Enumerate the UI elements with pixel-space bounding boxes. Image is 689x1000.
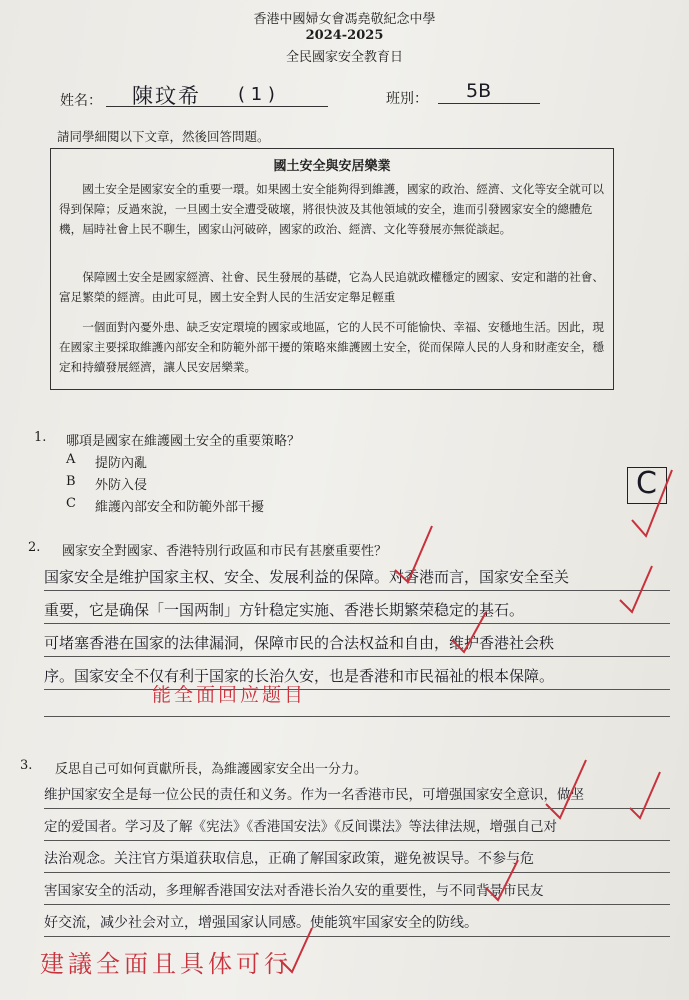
tick-mark-q3-c [486,860,518,900]
school-name: 香港中國婦女會馮堯敬紀念中學 [253,12,436,27]
q1-option-b-text: 外防入侵 [95,478,148,493]
q2-answer-line-2: 重要，它是确保「一国两制」方针稳定实施、香港长期繁荣稳定的基石。 [44,601,525,619]
tick-mark-q2-a [395,526,432,582]
event-title: 全民國家安全教育日 [285,50,403,65]
article-title: 國土安全與安居樂業 [273,159,391,174]
q3-teacher-comment: 建議全面且具体可行 [40,950,292,978]
q1-option-a-letter: A [66,452,76,467]
q1-option-c-text: 維護內部安全和防範外部干擾 [95,500,265,515]
q3-answer-line-5: 好交流，减少社会对立，增强国家认同感。使能筑牢国家安全的防线。 [44,915,478,931]
q1-option-c-letter: C [66,496,76,511]
class-value: 5B [466,80,492,102]
tick-mark-q2-c [620,566,652,612]
class-label: 班別： [386,91,428,107]
q3-answer-line-2: 定的爱国者。学习及了解《宪法》《香港国安法》《反间谍法》等法律法规，增强自己对 [44,819,557,835]
q2-answer-line-4: 序。国家安全不仅有利于国家的长治久安，也是香港和市民福祉的根本保障。 [44,667,555,685]
q1-answer: C [636,466,657,501]
q2-teacher-comment: 能全面回应题目 [152,684,307,706]
article-paragraph-1: 國土安全是國家安全的重要一環。如果國土安全能夠得到維護，國家的政治、經濟、文化等安全就可以得到保障；反過來說，一旦國土安全遭受破壞，將很快波及其他領域的安全，進而引發國家安全的總體危機，屆時社會上民不聊生，國家山河破碎，國家的政治、經濟、文化等發展亦無從談起。 [59,182,604,236]
q2-answer-line-3: 可堵塞香港在国家的法律漏洞，保障市民的合法权益和自由，维护香港社会秩 [44,634,555,652]
tick-mark-q3-a [546,760,586,818]
q1-text: 哪項是國家在維護國土安全的重要策略？ [66,434,301,449]
q3-text: 反思自己可如何貢獻所長，為維護國家安全出一分力。 [55,762,368,777]
article-paragraph-2: 保障國土安全是國家經濟、社會、民生發展的基礎，它為人民追就政權穩定的國家、安定和諧的社會、富足繁榮的經濟。由此可見，國土安全對人民的生活安定舉足輕重 [59,270,604,304]
q2-number: 2. [28,540,41,555]
q3-answer-line-4: 害国家安全的活动，多理解香港国安法对香港长治久安的重要性，与不同背景市民友 [44,883,544,899]
q1-option-a-text: 提防內亂 [95,456,148,471]
q1-number: 1. [34,430,47,445]
q3-answer-line-1: 维护国家安全是每一位公民的责任和义务。作为一名香港市民，可增强国家安全意识，做坚 [44,787,584,803]
tick-mark-q3-d [280,928,312,972]
q2-answer-line-1: 国家安全是维护国家主权、安全、发展利益的保障。对香港而言，国家安全至关 [44,568,570,586]
article-paragraph-3: 一個面對內憂外患、缺乏安定環境的國家或地區，它的人民不可能愉快、幸福、安穩地生活。因此，現在國家主要採取維護內部安全和防範外部干擾的策略來維護國土安全，從而保障人民的人身和財產安全，穩定和持續發展經濟，讓人民安居樂業。 [59,320,604,374]
name-value: 陳玟希 [132,84,201,108]
q2-text: 國家安全對國家、香港特別行政區和市民有甚麼重要性？ [62,544,388,559]
q1-option-b-letter: B [66,474,76,489]
student-number: ( 1 ) [238,84,275,105]
q3-number: 3. [20,758,33,773]
q3-answer-line-3: 法治观念。关注官方渠道获取信息，正确了解国家政策，避免被误导。不参与危 [44,851,534,867]
tick-mark-q1 [632,470,672,536]
instruction-text: 請同學細閱以下文章，然後回答問題。 [57,129,270,144]
school-year: 2024-2025 [305,28,384,43]
tick-mark-q3-b [630,772,660,818]
name-label: 姓名： [60,93,102,109]
tick-mark-q2-b [452,612,486,652]
